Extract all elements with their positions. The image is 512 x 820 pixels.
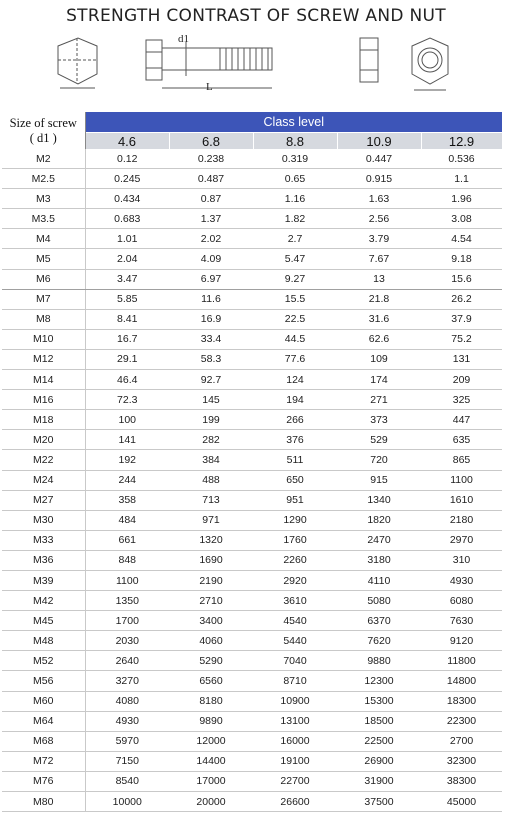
table-row bbox=[2, 711, 502, 731]
strength-value-cell: 209 bbox=[421, 370, 502, 390]
screw-size-cell: M56 bbox=[2, 671, 85, 691]
strength-value-cell: 384 bbox=[169, 450, 253, 470]
strength-value-cell: 6370 bbox=[337, 611, 421, 631]
table-row bbox=[2, 510, 502, 530]
strength-value-cell: 1.16 bbox=[253, 189, 337, 209]
strength-value-cell: 2.56 bbox=[337, 209, 421, 229]
strength-value-cell: 7620 bbox=[337, 631, 421, 651]
strength-value-cell: 32300 bbox=[421, 751, 502, 771]
strength-value-cell: 75.2 bbox=[421, 329, 502, 349]
strength-value-cell: 8540 bbox=[85, 771, 169, 791]
strength-value-cell: 26.2 bbox=[421, 289, 502, 309]
strength-value-cell: 5970 bbox=[85, 731, 169, 751]
screw-size-cell: M3 bbox=[2, 189, 85, 209]
class-header-cell: 6.8 bbox=[169, 133, 253, 150]
strength-value-cell: 11.6 bbox=[169, 289, 253, 309]
strength-value-cell: 8180 bbox=[169, 691, 253, 711]
table-row bbox=[2, 671, 502, 691]
screw-size-cell: M45 bbox=[2, 611, 85, 631]
strength-value-cell: 2470 bbox=[337, 530, 421, 550]
strength-value-cell: 1690 bbox=[169, 550, 253, 570]
strength-value-cell: 488 bbox=[169, 470, 253, 490]
table-row bbox=[2, 329, 502, 349]
strength-value-cell: 244 bbox=[85, 470, 169, 490]
table-row bbox=[2, 570, 502, 590]
strength-value-cell: 4930 bbox=[421, 570, 502, 590]
strength-value-cell: 0.65 bbox=[253, 169, 337, 189]
strength-value-cell: 13100 bbox=[253, 711, 337, 731]
strength-value-cell: 12300 bbox=[337, 671, 421, 691]
strength-value-cell: 1290 bbox=[253, 510, 337, 530]
strength-value-cell: 529 bbox=[337, 430, 421, 450]
strength-value-cell: 4930 bbox=[85, 711, 169, 731]
strength-value-cell: 3270 bbox=[85, 671, 169, 691]
strength-value-cell: 192 bbox=[85, 450, 169, 470]
strength-value-cell: 447 bbox=[421, 410, 502, 430]
strength-value-cell: 19100 bbox=[253, 751, 337, 771]
strength-value-cell: 6080 bbox=[421, 591, 502, 611]
strength-value-cell: 22300 bbox=[421, 711, 502, 731]
table-row bbox=[2, 229, 502, 249]
strength-value-cell: 848 bbox=[85, 550, 169, 570]
strength-value-cell: 44.5 bbox=[253, 329, 337, 349]
screw-size-cell: M72 bbox=[2, 751, 85, 771]
strength-value-cell: 8.41 bbox=[85, 309, 169, 329]
strength-value-cell: 325 bbox=[421, 390, 502, 410]
table-row bbox=[2, 249, 502, 269]
strength-value-cell: 4080 bbox=[85, 691, 169, 711]
table-row bbox=[2, 410, 502, 430]
strength-value-cell: 511 bbox=[253, 450, 337, 470]
strength-value-cell: 37500 bbox=[337, 792, 421, 812]
strength-value-cell: 1610 bbox=[421, 490, 502, 510]
class-header-cell: 8.8 bbox=[253, 133, 337, 150]
strength-value-cell: 194 bbox=[253, 390, 337, 410]
strength-value-cell: 720 bbox=[337, 450, 421, 470]
strength-value-cell: 0.87 bbox=[169, 189, 253, 209]
strength-value-cell: 13 bbox=[337, 269, 421, 289]
nut-end-view-icon bbox=[412, 38, 448, 90]
table-row bbox=[2, 450, 502, 470]
strength-value-cell: 5080 bbox=[337, 591, 421, 611]
strength-value-cell: 266 bbox=[253, 410, 337, 430]
strength-value-cell: 0.319 bbox=[253, 149, 337, 169]
table-row bbox=[2, 691, 502, 711]
strength-value-cell: 15300 bbox=[337, 691, 421, 711]
strength-value-cell: 9120 bbox=[421, 631, 502, 651]
strength-value-cell: 2030 bbox=[85, 631, 169, 651]
table-row bbox=[2, 430, 502, 450]
strength-value-cell: 1820 bbox=[337, 510, 421, 530]
strength-value-cell: 7630 bbox=[421, 611, 502, 631]
strength-value-cell: 7.67 bbox=[337, 249, 421, 269]
strength-value-cell: 2970 bbox=[421, 530, 502, 550]
table-row bbox=[2, 209, 502, 229]
strength-value-cell: 1100 bbox=[85, 570, 169, 590]
strength-value-cell: 2.7 bbox=[253, 229, 337, 249]
strength-value-cell: 1760 bbox=[253, 530, 337, 550]
strength-value-cell: 0.915 bbox=[337, 169, 421, 189]
strength-value-cell: 38300 bbox=[421, 771, 502, 791]
strength-value-cell: 9.18 bbox=[421, 249, 502, 269]
strength-value-cell: 0.238 bbox=[169, 149, 253, 169]
table-row bbox=[2, 370, 502, 390]
screw-size-cell: M10 bbox=[2, 329, 85, 349]
strength-value-cell: 915 bbox=[337, 470, 421, 490]
strength-value-cell: 22700 bbox=[253, 771, 337, 791]
strength-value-cell: 22500 bbox=[337, 731, 421, 751]
table-row bbox=[2, 189, 502, 209]
strength-value-cell: 20000 bbox=[169, 792, 253, 812]
strength-value-cell: 18500 bbox=[337, 711, 421, 731]
strength-value-cell: 282 bbox=[169, 430, 253, 450]
table-row bbox=[2, 149, 502, 169]
screw-size-cell: M68 bbox=[2, 731, 85, 751]
strength-value-cell: 21.8 bbox=[337, 289, 421, 309]
strength-value-cell: 0.683 bbox=[85, 209, 169, 229]
strength-value-cell: 77.6 bbox=[253, 349, 337, 369]
table-row bbox=[2, 631, 502, 651]
strength-value-cell: 1.01 bbox=[85, 229, 169, 249]
screw-size-cell: M14 bbox=[2, 370, 85, 390]
strength-value-cell: 4110 bbox=[337, 570, 421, 590]
screw-size-cell: M42 bbox=[2, 591, 85, 611]
screw-size-cell: M4 bbox=[2, 229, 85, 249]
strength-value-cell: 661 bbox=[85, 530, 169, 550]
table-row bbox=[2, 289, 502, 309]
strength-value-cell: 6.97 bbox=[169, 269, 253, 289]
screw-nut-diagram bbox=[0, 28, 512, 108]
strength-value-cell: 2920 bbox=[253, 570, 337, 590]
strength-value-cell: 1700 bbox=[85, 611, 169, 631]
strength-value-cell: 7040 bbox=[253, 651, 337, 671]
strength-value-cell: 2180 bbox=[421, 510, 502, 530]
strength-value-cell: 4540 bbox=[253, 611, 337, 631]
strength-value-cell: 11800 bbox=[421, 651, 502, 671]
strength-value-cell: 0.536 bbox=[421, 149, 502, 169]
strength-value-cell: 2260 bbox=[253, 550, 337, 570]
class-header-cell: 12.9 bbox=[421, 133, 502, 150]
size-header bbox=[2, 112, 85, 149]
table-row bbox=[2, 490, 502, 510]
strength-value-cell: 45000 bbox=[421, 792, 502, 812]
strength-value-cell: 10900 bbox=[253, 691, 337, 711]
screw-size-cell: M64 bbox=[2, 711, 85, 731]
screw-size-cell: M16 bbox=[2, 390, 85, 410]
strength-value-cell: 4.09 bbox=[169, 249, 253, 269]
strength-value-cell: 1.37 bbox=[169, 209, 253, 229]
strength-value-cell: 174 bbox=[337, 370, 421, 390]
table-row bbox=[2, 169, 502, 189]
strength-value-cell: 8710 bbox=[253, 671, 337, 691]
strength-value-cell: 9.27 bbox=[253, 269, 337, 289]
strength-value-cell: 484 bbox=[85, 510, 169, 530]
screw-size-cell: M22 bbox=[2, 450, 85, 470]
hex-head-end-view-icon bbox=[58, 38, 97, 88]
strength-value-cell: 2700 bbox=[421, 731, 502, 751]
screw-size-cell: M39 bbox=[2, 570, 85, 590]
size-header-line2: ( d1 ) bbox=[29, 130, 57, 145]
size-header-line1: Size of screw bbox=[9, 115, 77, 130]
table-row bbox=[2, 390, 502, 410]
table-row bbox=[2, 470, 502, 490]
strength-value-cell: 72.3 bbox=[85, 390, 169, 410]
strength-value-cell: 3.47 bbox=[85, 269, 169, 289]
screw-size-cell: M33 bbox=[2, 530, 85, 550]
strength-value-cell: 58.3 bbox=[169, 349, 253, 369]
screw-size-cell: M7 bbox=[2, 289, 85, 309]
screw-size-cell: M60 bbox=[2, 691, 85, 711]
strength-value-cell: 14400 bbox=[169, 751, 253, 771]
screw-size-cell: M27 bbox=[2, 490, 85, 510]
strength-value-cell: 1350 bbox=[85, 591, 169, 611]
strength-value-cell: 1340 bbox=[337, 490, 421, 510]
strength-value-cell: 5.85 bbox=[85, 289, 169, 309]
strength-value-cell: 29.1 bbox=[85, 349, 169, 369]
table-row bbox=[2, 751, 502, 771]
strength-value-cell: 4060 bbox=[169, 631, 253, 651]
strength-value-cell: 18300 bbox=[421, 691, 502, 711]
strength-value-cell: 2710 bbox=[169, 591, 253, 611]
strength-value-cell: 145 bbox=[169, 390, 253, 410]
strength-value-cell: 124 bbox=[253, 370, 337, 390]
strength-value-cell: 26600 bbox=[253, 792, 337, 812]
class-level-header: Class level bbox=[85, 112, 502, 133]
strength-value-cell: 271 bbox=[337, 390, 421, 410]
screw-size-cell: M8 bbox=[2, 309, 85, 329]
table-row bbox=[2, 349, 502, 369]
strength-value-cell: 376 bbox=[253, 430, 337, 450]
strength-value-cell: 2190 bbox=[169, 570, 253, 590]
screw-size-cell: M2 bbox=[2, 149, 85, 169]
strength-value-cell: 0.12 bbox=[85, 149, 169, 169]
strength-value-cell: 14800 bbox=[421, 671, 502, 691]
strength-value-cell: 26900 bbox=[337, 751, 421, 771]
table-row bbox=[2, 530, 502, 550]
screw-size-cell: M36 bbox=[2, 550, 85, 570]
screw-size-cell: M48 bbox=[2, 631, 85, 651]
screw-size-cell: M76 bbox=[2, 771, 85, 791]
strength-value-cell: 9890 bbox=[169, 711, 253, 731]
strength-value-cell: 1.1 bbox=[421, 169, 502, 189]
strength-value-cell: 2640 bbox=[85, 651, 169, 671]
strength-value-cell: 131 bbox=[421, 349, 502, 369]
screw-size-cell: M3.5 bbox=[2, 209, 85, 229]
strength-value-cell: 5.47 bbox=[253, 249, 337, 269]
strength-value-cell: 3400 bbox=[169, 611, 253, 631]
strength-value-cell: 3.08 bbox=[421, 209, 502, 229]
strength-value-cell: 16.7 bbox=[85, 329, 169, 349]
class-header-cell: 4.6 bbox=[85, 133, 169, 150]
table-row bbox=[2, 269, 502, 289]
strength-value-cell: 1.96 bbox=[421, 189, 502, 209]
strength-value-cell: 2.04 bbox=[85, 249, 169, 269]
d1-label: d1 bbox=[178, 33, 189, 45]
screw-size-cell: M5 bbox=[2, 249, 85, 269]
strength-value-cell: 635 bbox=[421, 430, 502, 450]
strength-value-cell: 10000 bbox=[85, 792, 169, 812]
strength-value-cell: 373 bbox=[337, 410, 421, 430]
strength-value-cell: 0.447 bbox=[337, 149, 421, 169]
table-row bbox=[2, 591, 502, 611]
screw-size-cell: M52 bbox=[2, 651, 85, 671]
strength-value-cell: 5290 bbox=[169, 651, 253, 671]
table-row bbox=[2, 771, 502, 791]
strength-value-cell: 713 bbox=[169, 490, 253, 510]
nut-side-view-icon bbox=[360, 38, 378, 82]
page-title: STRENGTH CONTRAST OF SCREW AND NUT bbox=[66, 6, 446, 26]
strength-value-cell: 31900 bbox=[337, 771, 421, 791]
strength-value-cell: 17000 bbox=[169, 771, 253, 791]
strength-value-cell: 3180 bbox=[337, 550, 421, 570]
strength-value-cell: 1.82 bbox=[253, 209, 337, 229]
strength-value-cell: 5440 bbox=[253, 631, 337, 651]
class-header-cell: 10.9 bbox=[337, 133, 421, 150]
strength-value-cell: 22.5 bbox=[253, 309, 337, 329]
strength-value-cell: 12000 bbox=[169, 731, 253, 751]
screw-size-cell: M24 bbox=[2, 470, 85, 490]
strength-value-cell: 31.6 bbox=[337, 309, 421, 329]
screw-size-cell: M2.5 bbox=[2, 169, 85, 189]
strength-value-cell: 865 bbox=[421, 450, 502, 470]
strength-value-cell: 16000 bbox=[253, 731, 337, 751]
strength-value-cell: 6560 bbox=[169, 671, 253, 691]
table-row bbox=[2, 731, 502, 751]
strength-value-cell: 2.02 bbox=[169, 229, 253, 249]
strength-value-cell: 0.245 bbox=[85, 169, 169, 189]
length-label: L bbox=[206, 81, 213, 93]
strength-value-cell: 4.54 bbox=[421, 229, 502, 249]
strength-value-cell: 199 bbox=[169, 410, 253, 430]
strength-value-cell: 310 bbox=[421, 550, 502, 570]
table-row bbox=[2, 611, 502, 631]
strength-value-cell: 37.9 bbox=[421, 309, 502, 329]
screw-size-cell: M20 bbox=[2, 430, 85, 450]
strength-value-cell: 951 bbox=[253, 490, 337, 510]
table-row bbox=[2, 550, 502, 570]
strength-value-cell: 141 bbox=[85, 430, 169, 450]
strength-value-cell: 33.4 bbox=[169, 329, 253, 349]
screw-size-cell: M80 bbox=[2, 792, 85, 812]
strength-value-cell: 0.487 bbox=[169, 169, 253, 189]
table-row bbox=[2, 792, 502, 812]
table-row bbox=[2, 651, 502, 671]
strength-table bbox=[2, 112, 503, 812]
strength-value-cell: 9880 bbox=[337, 651, 421, 671]
strength-value-cell: 971 bbox=[169, 510, 253, 530]
strength-value-cell: 15.5 bbox=[253, 289, 337, 309]
strength-value-cell: 15.6 bbox=[421, 269, 502, 289]
strength-value-cell: 1100 bbox=[421, 470, 502, 490]
strength-value-cell: 62.6 bbox=[337, 329, 421, 349]
strength-value-cell: 1.63 bbox=[337, 189, 421, 209]
screw-size-cell: M30 bbox=[2, 510, 85, 530]
screw-size-cell: M12 bbox=[2, 349, 85, 369]
strength-value-cell: 92.7 bbox=[169, 370, 253, 390]
screw-size-cell: M6 bbox=[2, 269, 85, 289]
strength-value-cell: 16.9 bbox=[169, 309, 253, 329]
screw-size-cell: M18 bbox=[2, 410, 85, 430]
strength-value-cell: 100 bbox=[85, 410, 169, 430]
strength-value-cell: 358 bbox=[85, 490, 169, 510]
strength-value-cell: 650 bbox=[253, 470, 337, 490]
strength-value-cell: 0.434 bbox=[85, 189, 169, 209]
table-row bbox=[2, 309, 502, 329]
strength-value-cell: 46.4 bbox=[85, 370, 169, 390]
strength-value-cell: 3610 bbox=[253, 591, 337, 611]
strength-value-cell: 3.79 bbox=[337, 229, 421, 249]
strength-value-cell: 1320 bbox=[169, 530, 253, 550]
strength-value-cell: 109 bbox=[337, 349, 421, 369]
strength-value-cell: 7150 bbox=[85, 751, 169, 771]
